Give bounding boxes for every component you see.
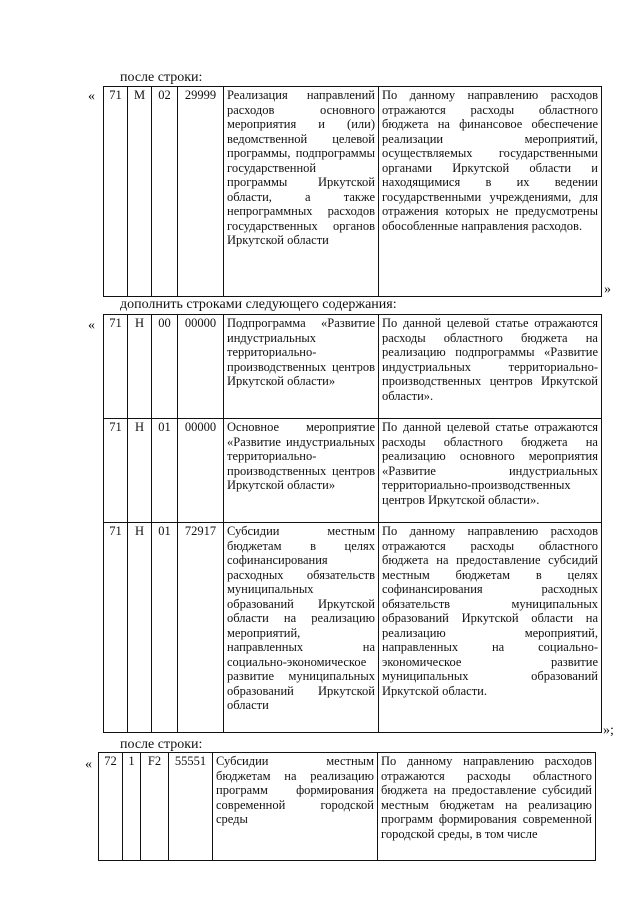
- item-description: По данному направлению расходов отражаются расходы областного бюджета на предоставление субсидий местным бюджетам в целях софинансирования расходных обязательств муниципальных образований Иркутской области на реализацию мероприятий, направленных на социально-экономическое развитие муниципальных образований Иркутской области.: [379, 523, 602, 733]
- table-row: [104, 315, 602, 419]
- code-direction: 72917: [178, 523, 224, 733]
- item-description: По данному направлению расходов отражаются расходы областного бюджета на предоставление субсидий местным бюджетам на реализацию программ формирования современной городской среды, в том числе: [378, 753, 596, 861]
- code-program: 71: [104, 87, 128, 297]
- item-description: По данной целевой статье отражаются расходы областного бюджета на реализацию подпрограммы «Развитие индустриальных территориально-производственных центров Иркутской области».: [379, 315, 602, 419]
- code-program: 72: [99, 753, 123, 861]
- code-program: 71: [104, 523, 128, 733]
- code-subprogram: М: [128, 87, 152, 297]
- close-quote: »: [604, 282, 611, 297]
- classification-table: [103, 86, 602, 297]
- code-direction: 00000: [178, 419, 224, 523]
- item-description: По данному направлению расходов отражаются расходы областного бюджета на финансовое обеспечение реализации мероприятий, осуществляемых государственными органами Иркутской области и находящимися в их ведении государственными учреждениями, для отражения которых не предусмотрены обособленные направления расходов.: [379, 87, 602, 297]
- item-name: Реализация направлений расходов основного мероприятия и (или) ведомственной целевой программы, подпрограммы государственной программы Иркутской области, а также непрограммных расходов государственных органов Иркутской области: [224, 87, 379, 297]
- item-name: Субсидии местным бюджетам в целях софинансирования расходных обязательств муниципальных образований Иркутской области на реализацию мероприятий, направленных на социально-экономическое развитие муниципальных образований Иркутской области: [224, 523, 379, 733]
- table-row: [104, 87, 602, 297]
- table-row: [99, 753, 596, 861]
- code-event: F2: [141, 753, 169, 861]
- classification-table: [103, 314, 602, 733]
- open-quote: «: [88, 89, 95, 104]
- code-subprogram: Н: [128, 419, 152, 523]
- code-program: 71: [104, 315, 128, 419]
- code-direction: 55551: [169, 753, 213, 861]
- code-event: 01: [152, 419, 178, 523]
- open-quote: «: [88, 318, 95, 333]
- code-direction: 00000: [178, 315, 224, 419]
- table-row: [104, 523, 602, 733]
- section-heading: после строки:: [120, 737, 203, 752]
- item-name: Основное мероприятие «Развитие индустриальных территориально-производственных центров Иркутской области»: [224, 419, 379, 523]
- section-heading: дополнить строками следующего содержания:: [120, 297, 397, 312]
- code-direction: 29999: [178, 87, 224, 297]
- code-subprogram: Н: [128, 315, 152, 419]
- open-quote: «: [85, 757, 92, 772]
- item-name: Субсидии местным бюджетам на реализацию программ формирования современной городской среды: [213, 753, 378, 861]
- code-event: 00: [152, 315, 178, 419]
- section-heading: после строки:: [120, 70, 203, 85]
- code-event: 02: [152, 87, 178, 297]
- table-row: [104, 419, 602, 523]
- item-description: По данной целевой статье отражаются расходы областного бюджета на реализацию основного мероприятия «Развитие индустриальных территориально-производственных центров Иркутской области».: [379, 419, 602, 523]
- code-program: 71: [104, 419, 128, 523]
- close-quote: »;: [603, 723, 614, 738]
- code-subprogram: Н: [128, 523, 152, 733]
- code-event: 01: [152, 523, 178, 733]
- item-name: Подпрограмма «Развитие индустриальных территориально-производственных центров Иркутской области»: [224, 315, 379, 419]
- code-subprogram: 1: [123, 753, 141, 861]
- classification-table: [98, 752, 596, 861]
